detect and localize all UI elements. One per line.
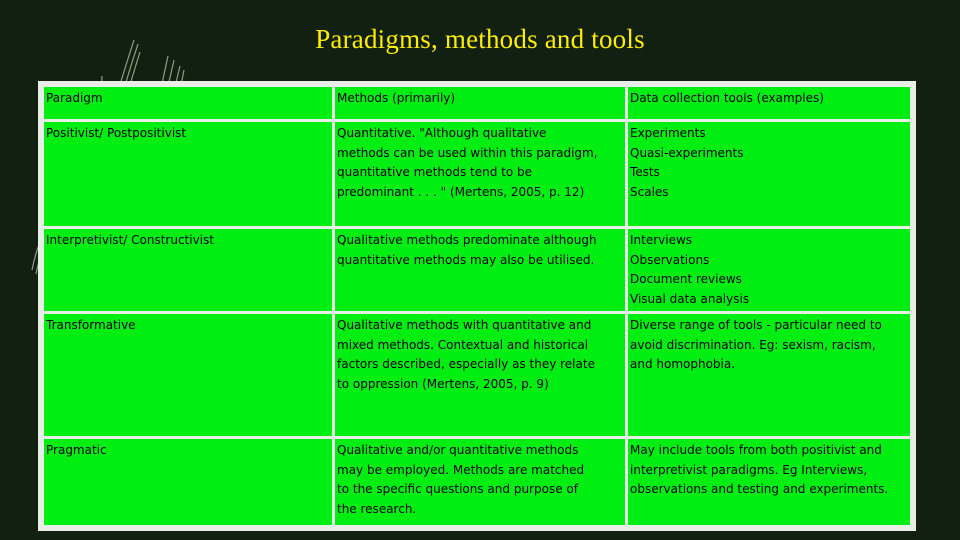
table-row xyxy=(44,122,910,226)
header-tools: Data collection tools (examples) xyxy=(628,87,910,119)
cell-paradigm: Positivist/ Postpositivist xyxy=(44,122,332,226)
cell-methods: Qualitative methods predominate although quantitative methods may also be utilised. xyxy=(335,229,625,311)
cell-methods: Quantitative. "Although qualitative methods can be used within this paradigm, quantitative methods tend to be predominant . . . " (Mertens, 2005, p. 12) xyxy=(335,122,625,226)
cell-tools: Diverse range of tools - particular need to avoid discrimination. Eg: sexism, racism, and homophobia. xyxy=(628,314,910,436)
cell-tools: May include tools from both positivist and interpretivist paradigms. Eg Interviews, observations and testing and experiments. xyxy=(628,439,910,525)
table-row xyxy=(44,439,910,525)
table-row xyxy=(44,314,910,436)
cell-tools: Interviews Observations Document reviews Visual data analysis xyxy=(628,229,910,311)
page-title: Paradigms, methods and tools xyxy=(315,24,645,54)
header-methods: Methods (primarily) xyxy=(335,87,625,119)
table-header-row xyxy=(44,87,910,119)
cell-tools: Experiments Quasi-experiments Tests Scales xyxy=(628,122,910,226)
cell-paradigm: Interpretivist/ Constructivist xyxy=(44,229,332,311)
cell-methods: Qualitative methods with quantitative and mixed methods. Contextual and historical factors described, especially as they relate to oppression (Mertens, 2005, p. 9) xyxy=(335,314,625,436)
table-row xyxy=(44,229,910,311)
header-paradigm: Paradigm xyxy=(44,87,332,119)
paradigms-table-frame xyxy=(38,81,916,531)
cell-methods: Qualitative and/or quantitative methods may be employed. Methods are matched to the specific questions and purpose of the research. xyxy=(335,439,625,525)
cell-paradigm: Pragmatic xyxy=(44,439,332,525)
paradigms-table xyxy=(41,84,913,528)
cell-paradigm: Transformative xyxy=(44,314,332,436)
